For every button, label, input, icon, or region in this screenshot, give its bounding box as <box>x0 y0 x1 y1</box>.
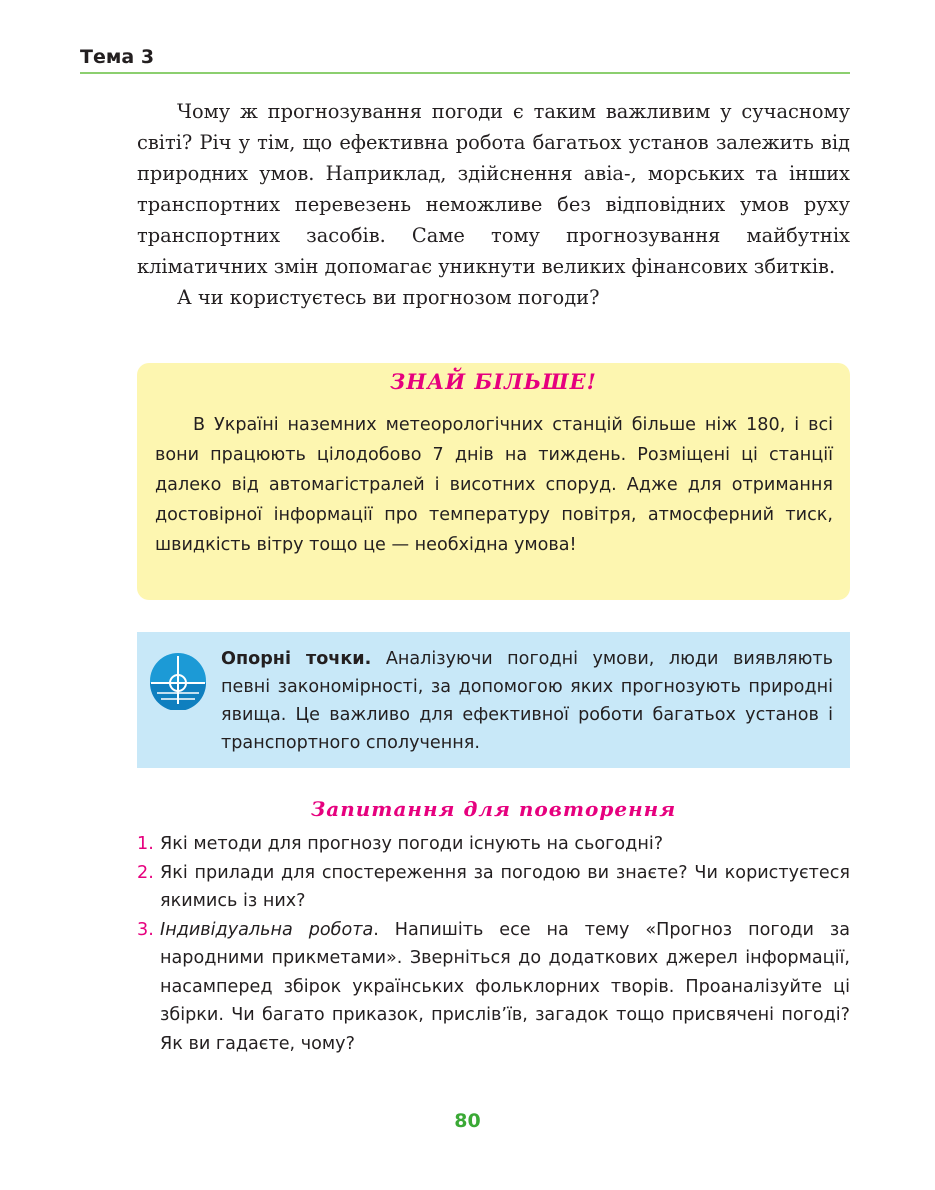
question-item <box>137 916 850 1059</box>
questions-list <box>137 830 850 1058</box>
key-points-box <box>137 632 850 768</box>
paragraph: Чому ж прогнозування погоди є таким важливим у сучасному світі? Річ у тім, що ефективна робота багатьох установ залежить від природних умов. Наприклад, здійснення авіа-, морських та інших транспортних перевезень неможливе без відповідних умов руху транспортних засобів. Саме тому прогнозування майбутніх кліматичних змін допомагає уникнути великих фінансових збитків. <box>137 100 850 278</box>
key-points-body: Аналізуючи погодні умови, люди виявляють певні закономірності, за допомогою яких прогнозують природні явища. Це важливо для ефективної роботи багатьох установ і транспортного сполучення. <box>221 649 833 753</box>
question-item <box>137 859 850 916</box>
know-more-box <box>137 363 850 600</box>
key-points-text <box>221 645 833 757</box>
question-number: 2. <box>137 862 154 883</box>
page-header <box>80 42 850 74</box>
page-number: 80 <box>454 1110 481 1132</box>
know-more-text <box>155 410 833 560</box>
target-icon <box>149 652 207 710</box>
question-number: 3. <box>137 919 154 940</box>
question-text: . Напишіть есе на тему «Прогноз погоди за народними прикметами». Зверніться до додаткових джерел інформації, насамперед збірок українських фольклорних творів. Проаналізуйте ці збірки. Чи багато приказок, прислів’їв, загадок тощо присвячені погоді? Як ви гадаєте, чому? <box>160 919 850 1054</box>
paragraph: А чи користуєтесь ви прогнозом погоди? <box>177 286 600 309</box>
topic-label: Тема 3 <box>80 46 155 68</box>
question-emphasis: Індивідуальна робота <box>160 919 374 940</box>
question-number: 1. <box>137 834 154 854</box>
know-more-paragraph: В Україні наземних метеорологічних станцій більше ніж 180, і всі вони працюють цілодобово 7 днів на тиждень. Розміщені ці станції далеко від автомагістралей і висотних споруд. Адже для отримання достовірної інформації про температуру повітря, атмосферний тиск, швидкість вітру тощо це — необхідна умова! <box>155 415 833 555</box>
main-text <box>137 96 850 313</box>
know-more-title: ЗНАЙ БІЛЬШЕ! <box>390 369 597 394</box>
questions-title: Запитання для повторення <box>310 797 677 821</box>
question-text: Які методи для прогнозу погоди існують на сьогодні? <box>160 834 664 854</box>
question-item <box>137 830 850 859</box>
question-text: Які прилади для спостереження за погодою ви знаєте? Чи користуєтеся якимись із них? <box>160 862 850 911</box>
key-points-lead: Опорні точки. <box>221 649 372 669</box>
